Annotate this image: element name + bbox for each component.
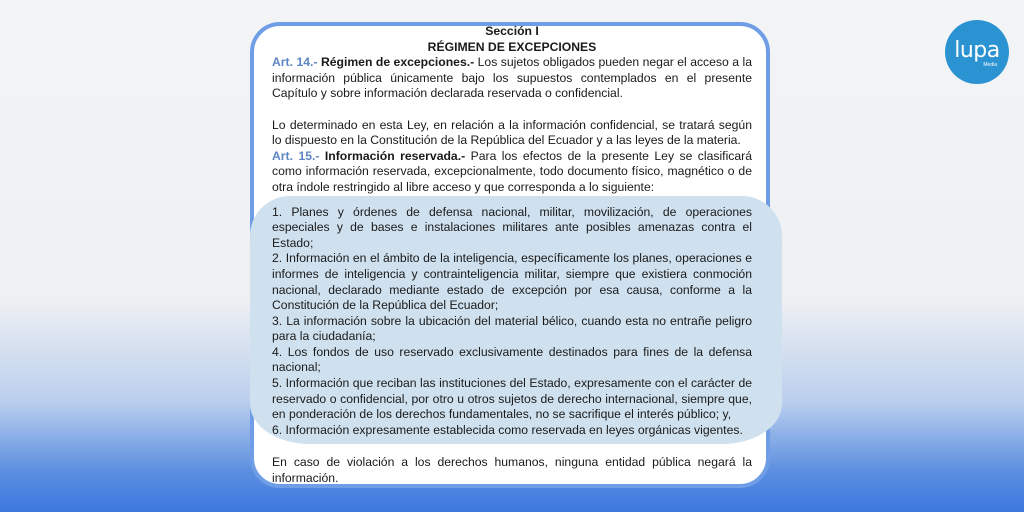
paragraph-spacer [272,102,752,118]
article-15-text: Para los efectos de la presente Ley se clasificará como información reservada, excepcionalmente, todo documento físico, magnético o de otra índole restringido al libre acceso y que corresponda a lo siguiente: [272,148,752,194]
article-14-text: Los sujetos obligados pueden negar el acceso a la información pública únicamente bajo los supuestos contemplados en el presente Capítulo y sobre información declarada reservada o confidencial. [272,55,752,101]
list-item: 4. Los fondos de uso reservado exclusivamente destinados para fines de la defensa nacional; [272,344,752,375]
closing-paragraph: En caso de violación a los derechos humanos, ninguna entidad pública negará la información. [272,455,752,486]
lupa-logo [945,20,1009,84]
list-item: 1. Planes y órdenes de defensa nacional, militar, movilización, de operaciones especiales y de bases e instalaciones militares ante posibles amenazas contra el Estado; [272,204,752,250]
list-item: 5. Información que reciban las instituciones del Estado, expresamente con el carácter de reservado o confidencial, por otro u otros sujetos de derecho internacional, siempre que, en ponderación de los derechos fundamentales, no se sacrifique el interés público; y, [272,376,752,422]
article-14-label: Art. 14.- [272,55,318,70]
article-15 [272,149,752,196]
article-14-title: Régimen de excepciones.- [320,55,475,70]
list-item: 2. Información en el ámbito de la inteligencia, específicamente los planes, operaciones e informes de inteligencia y contrainteligencia militar, siempre que existiera conmoción nacional, declarado mediante estado de excepción por esa causa, conforme a la Constitución de la República del Ecuador; [272,251,752,313]
logo-wordmark: lupa [954,38,1000,63]
list-item: 6. Información expresamente establecida como reservada en leyes orgánicas vigentes. [272,422,743,437]
article-15-label: Art. 15.- [272,148,320,163]
section-label: Sección I [485,24,539,38]
confidential-paragraph: Lo determinado en esta Ley, en relación a la información confidencial, se tratará según lo dispuesto en la Constitución de la República del Ecuador y a las leyes de la materia. [272,117,752,148]
logo-subtitle: Media [983,62,997,68]
section-title: RÉGIMEN DE EXCEPCIONES [427,39,597,54]
list-item: 3. La información sobre la ubicación del material bélico, cuando esta no entrañe peligro para la ciudadanía; [272,313,752,344]
document-content [272,24,752,487]
article-14 [272,55,752,102]
article-15-title: Información reservada.- [324,148,466,163]
reserved-info-list [272,205,752,439]
